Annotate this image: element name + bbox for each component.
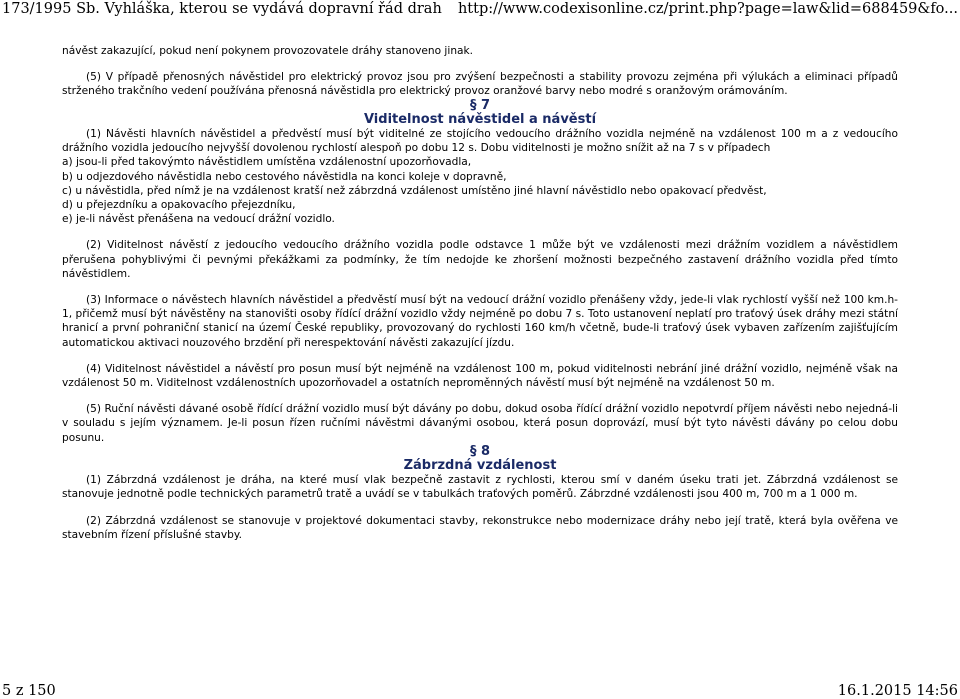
- section-8-number: § 8: [469, 443, 491, 459]
- list-item-a: a) jsou-li před takovýmto návěstidlem umístěna vzdálenostní upozorňovadla,: [62, 156, 472, 169]
- intro-text: návěst zakazující, pokud není pokynem provozovatele dráhy stanoveno jinak.: [62, 45, 474, 57]
- list-item-d: d) u přejezdníku a opakovacího přejezdníku,: [62, 199, 296, 212]
- paragraph-5: (5) V případě přenosných návěstidel pro elektrický provoz jsou pro zvýšení bezpečnosti a stability provozu zejména při výlukách a eliminaci případů strženého trakčního vedení používána přenosná návěstidla pro elektrický provoz oranžové barvy nebo modré s oranžovým orámováním.: [62, 71, 898, 98]
- section-7-paragraph-5: (5) Ruční návěsti dávané osobě řídící drážní vozidlo musí být dávány po dobu, dokud osoba řídící drážní vozidlo nepotvrdí příjem návěsti nebo nejedná-li v souladu s jejím významem. Je-li posun řízen ručními návěstmi dávanými osobou, která posun doprovází, musí být tyto návěsti dávány po celou dobu posunu.: [62, 403, 898, 444]
- page-counter: 5 z 150: [2, 683, 56, 699]
- section-7-title: Viditelnost návěstidel a návěstí: [363, 111, 597, 127]
- section-8-paragraph-2: (2) Zábrzdná vzdálenost se stanovuje v projektové dokumentaci stavby, rekonstrukce nebo modernizace dráhy nebo její tratě, která byla ověřena ve stavebním řízení příslušné stavby.: [62, 514, 898, 541]
- document-title: 173/1995 Sb. Vyhláška, kterou se vydává dopravní řád drah: [2, 1, 442, 17]
- section-7-paragraph-4: (4) Viditelnost návěstidel a návěstí pro posun musí být nejméně na vzdálenost 100 m, pokud viditelnosti nebrání jiné drážní vozidlo, nejméně však na vzdálenost 50 m. Viditelnost vzdálenostních upozorňovadel a ostatních neproměnných návěstí musí být nejméně na vzdálenost 50 m.: [62, 362, 898, 390]
- print-datetime: 16.1.2015 14:56: [837, 683, 958, 699]
- section-7-paragraph-1: (1) Návěsti hlavních návěstidel a předvěstí musí být viditelné ze stojícího vedoucího drážního vozidla nejméně na vzdálenost 100 m a z vedoucího drážního vozidla jedoucího nejvyšší dovolenou rychlostí alespoň po dobu 12 s. Dobu viditelnosti je možno snížit až na 7 s v případech: [62, 128, 898, 155]
- list-item-e: e) je-li návěst přenášena na vedoucí drážní vozidlo.: [62, 213, 335, 226]
- source-url: http://www.codexisonline.cz/print.php?page=law&lid=688459&fo...: [457, 1, 958, 17]
- section-7-paragraph-2: (2) Viditelnost návěstí z jedoucího vedoucího drážního vozidla podle odstavce 1 může být ve vzdálenosti mezi drážním vozidlem a návěstidlem přerušena pohyblivými či pevnými překážkami za podmínky, že tím nedojde ke zhoršení možnosti bezpečného zastavení drážního vozidla před tímto návěstidlem.: [62, 239, 898, 280]
- list-item-b: b) u odjezdového návěstidla nebo cestového návěstidla na konci koleje v dopravně,: [62, 170, 507, 183]
- print-footer: [0, 683, 960, 699]
- print-header: [0, 0, 960, 18]
- document-body: [62, 44, 898, 542]
- section-7-number: § 7: [469, 97, 491, 113]
- list-item-c: c) u návěstidla, před nímž je na vzdálenost kratší než zábrzdná vzdálenost umístěno jiné hlavní návěstidlo nebo opakovací předvěst,: [62, 184, 767, 197]
- section-7-paragraph-3: (3) Informace o návěstech hlavních návěstidel a předvěstí musí být na vedoucí drážní vozidlo přenášeny vždy, jede-li vlak rychlostí vyšší než 100 km.h-1, přičemž musí být návěstěny na stanovišti osoby řídící drážní vozidlo vždy nejméně po dobu 7 s. Toto ustanovení neplatí pro traťový úsek dráhy mezi státní hranicí a první pohraniční stanicí na území České republiky, provozovaný do rychlosti 160 km/h včetně, bude-li traťový úsek vybaven zařízením zajišťujícím automatickou aktivaci nouzového brzdění při nerespektování návěsti zakazující jízdu.: [62, 294, 898, 349]
- section-8-title: Zábrzdná vzdálenost: [403, 458, 557, 474]
- section-8-paragraph-1: (1) Zábrzdná vzdálenost je dráha, na které musí vlak bezpečně zastavit z rychlosti, kterou smí v daném úseku trati jet. Zábrzdná vzdálenost se stanovuje jednotně podle technických parametrů tratě a uvádí se v tabulkách traťových poměrů. Zábrzdné vzdálenosti jsou 400 m, 700 m a 1 000 m.: [62, 474, 898, 501]
